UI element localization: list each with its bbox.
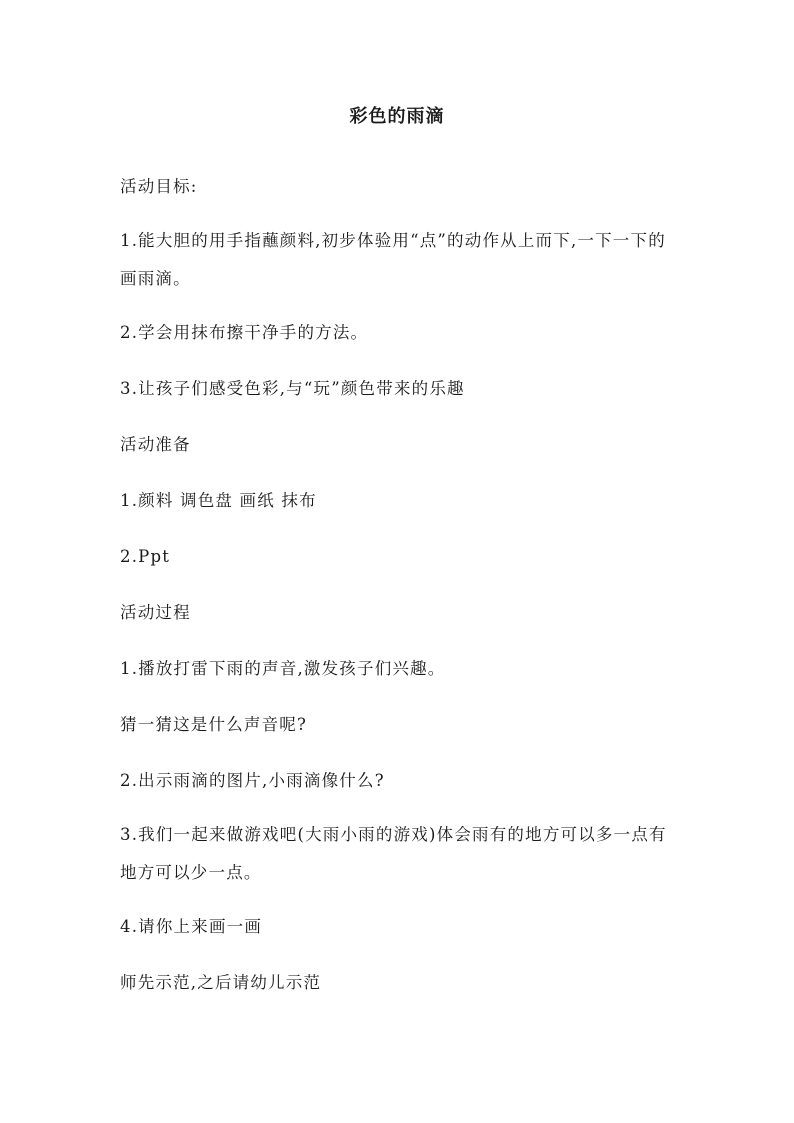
document-title: 彩色的雨滴 bbox=[349, 106, 445, 127]
process-item-4-note: 师先示范,之后请幼儿示范 bbox=[120, 973, 322, 992]
preparation-item-1: 1.颜料 调色盘 画纸 抹布 bbox=[120, 491, 317, 510]
goal-item-3: 3.让孩子们感受色彩,与“玩”颜色带来的乐趣 bbox=[120, 379, 465, 398]
section-heading-process: 活动过程 bbox=[120, 603, 191, 622]
process-item-4: 4.请你上来画一画 bbox=[120, 917, 263, 936]
preparation-item-2: 2.Ppt bbox=[120, 547, 171, 566]
goal-item-2: 2.学会用抹布擦干净手的方法。 bbox=[120, 323, 369, 342]
process-item-1-question: 猜一猜这是什么声音呢? bbox=[120, 715, 308, 734]
goal-item-1: 1.能大胆的用手指蘸颜料,初步体验用“点”的动作从上而下,一下一下的画雨滴。 bbox=[120, 231, 666, 288]
process-item-1: 1.播放打雷下雨的声音,激发孩子们兴趣。 bbox=[120, 659, 446, 678]
section-heading-preparation: 活动准备 bbox=[120, 435, 191, 454]
document-body bbox=[120, 160, 676, 1012]
process-item-3: 3.我们一起来做游戏吧(大雨小雨的游戏)体会雨有的地方可以多一点有地方可以少一点。 bbox=[120, 825, 667, 882]
process-item-2: 2.出示雨滴的图片,小雨滴像什么? bbox=[120, 771, 385, 790]
section-heading-goals: 活动目标: bbox=[120, 177, 198, 196]
